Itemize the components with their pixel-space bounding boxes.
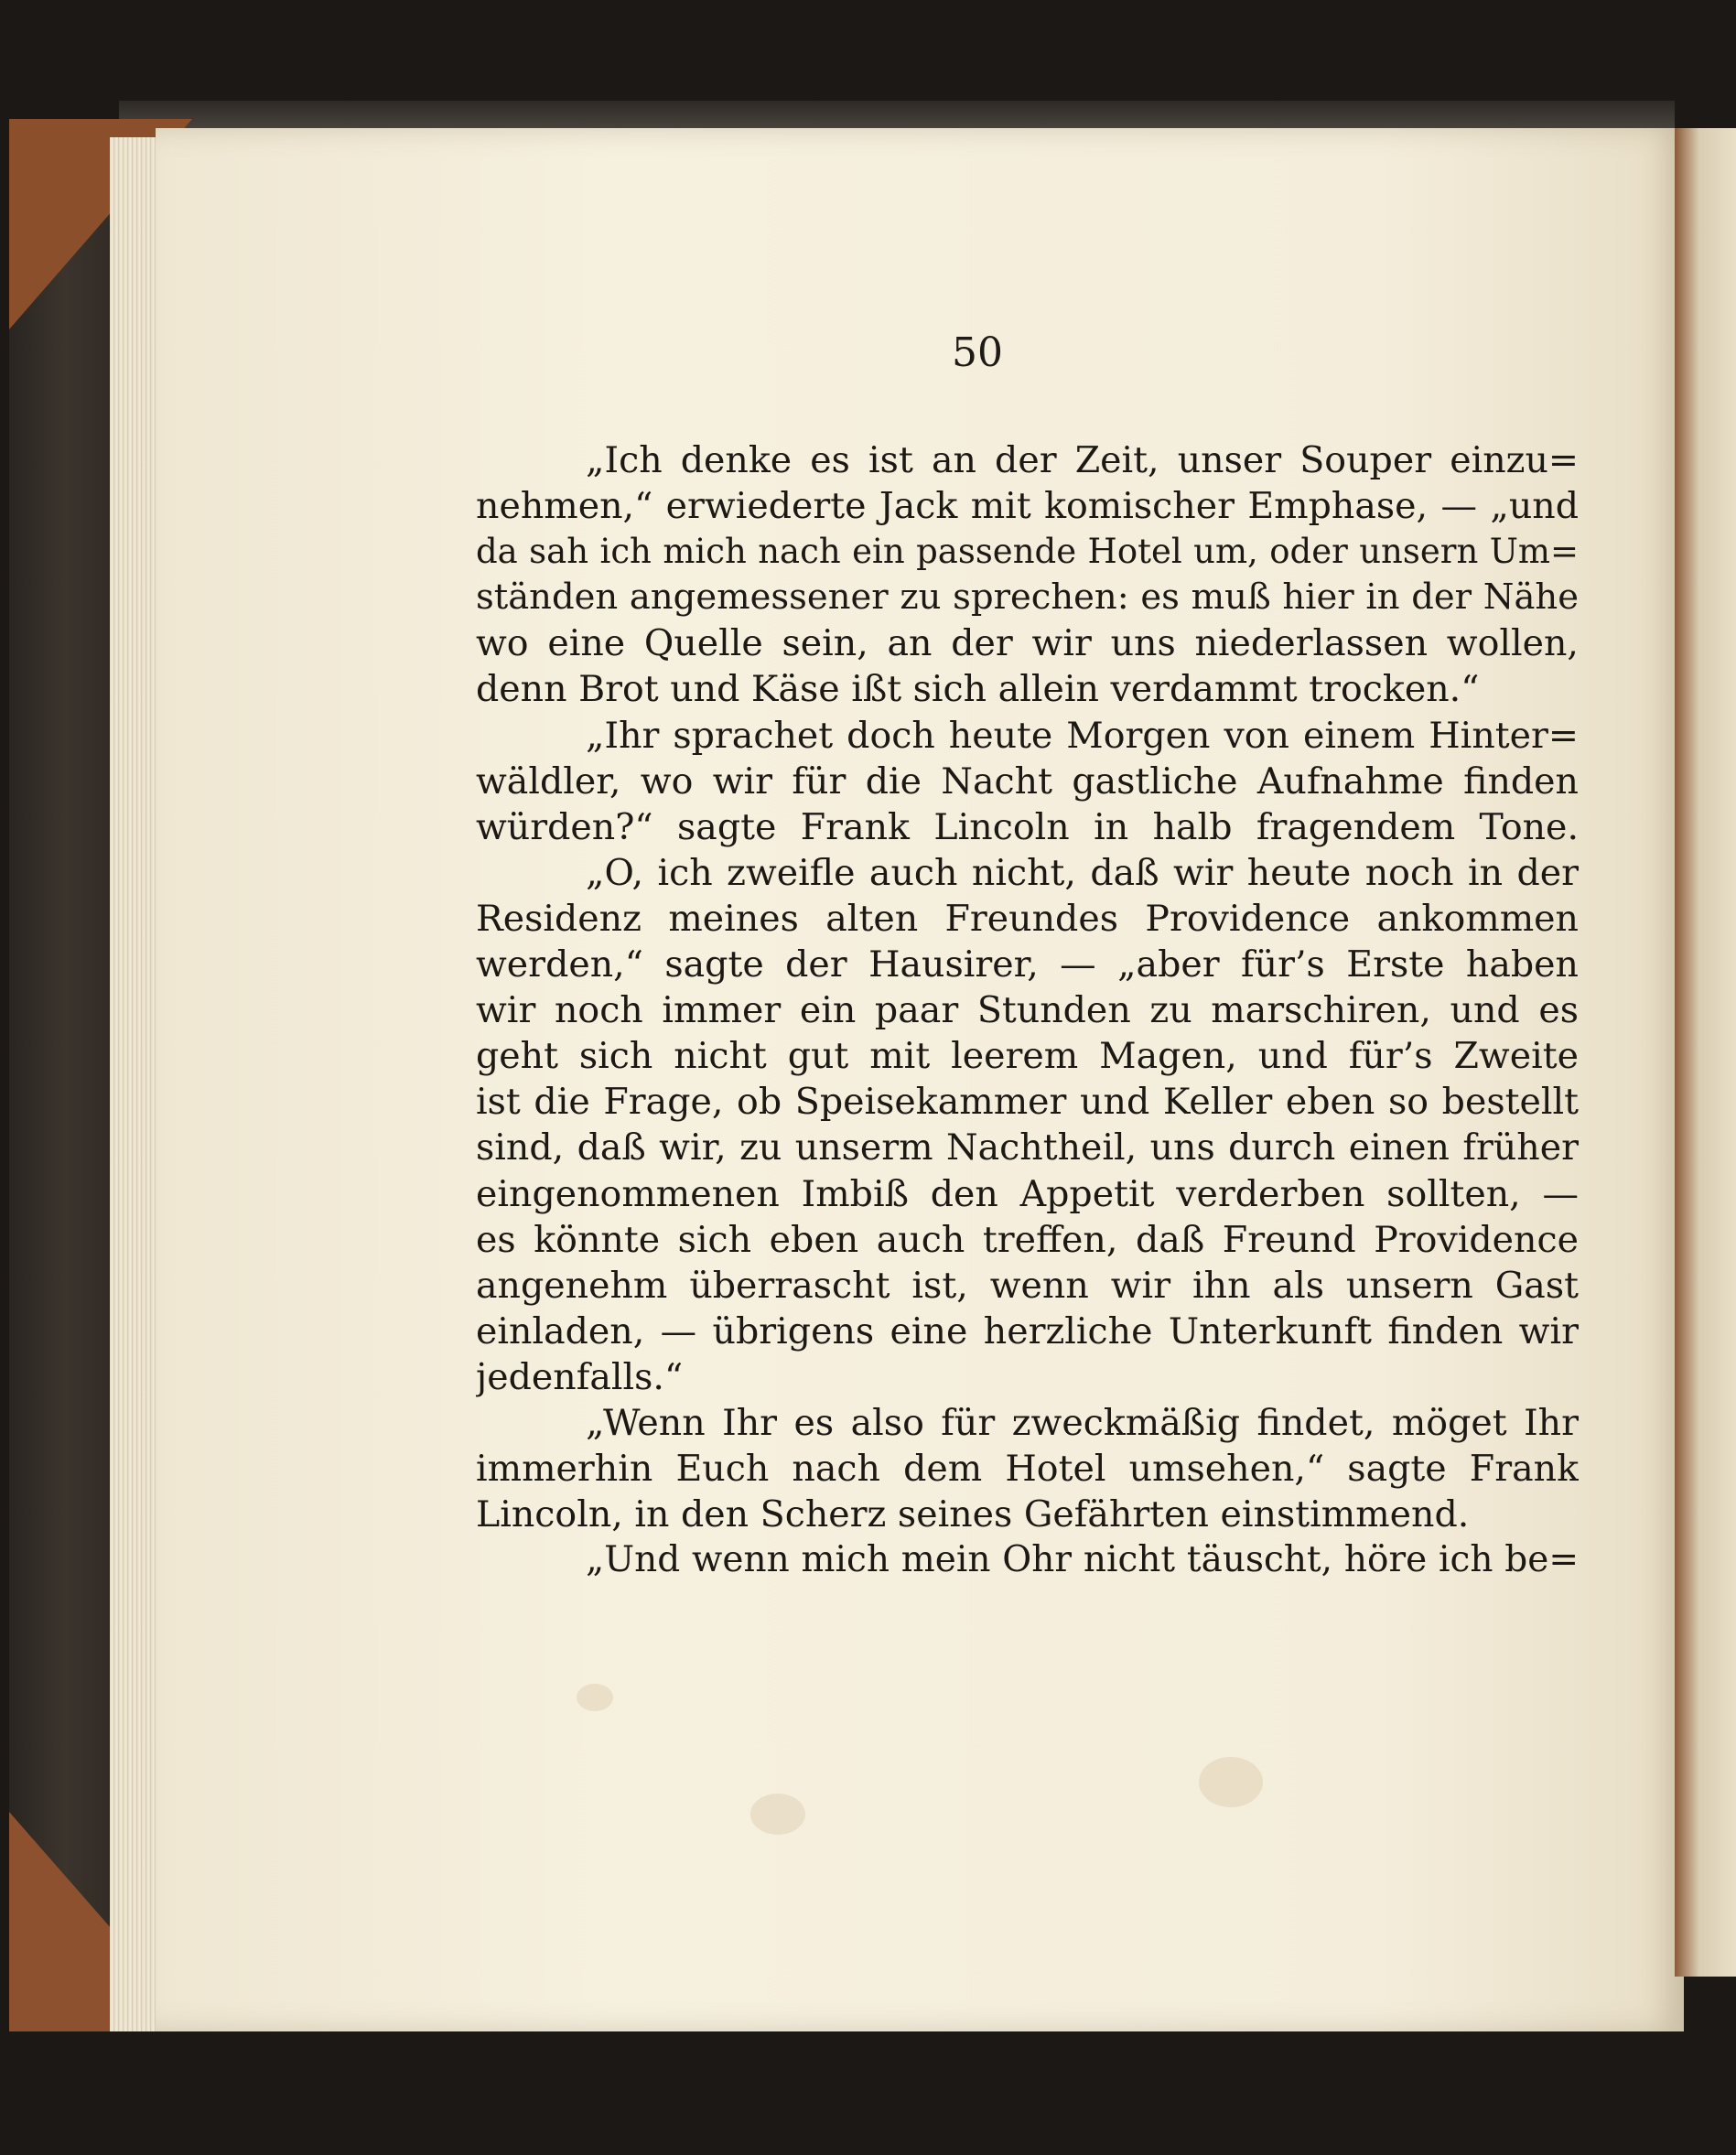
text-line: „Ich denke es ist an der Zeit, unser Souper einzu= [586,439,1579,481]
text-line: wir noch immer ein paar Stunden zu marschiren, und es [476,989,1579,1032]
foxing-stain [750,1794,805,1835]
text-line: wäldler, wo wir für die Nacht gastliche Aufnahme finden [476,760,1579,803]
facing-page-edge [1675,128,1736,1977]
text-line: eingenommenen Imbiß den Appetit verderben sollten, — [476,1172,1579,1215]
text-line: nehmen,“ erwiederte Jack mit komischer Emphase, — „und [476,485,1579,528]
text-line: sind, daß wir, zu unserm Nachtheil, uns durch einen früher [476,1126,1579,1169]
text-line: „Ihr sprachet doch heute Morgen von einem Hinter= [586,714,1579,757]
text-line: immerhin Euch nach dem Hotel umsehen,“ sagte Frank [476,1448,1579,1491]
text-line: wo eine Quelle sein, an der wir uns niederlassen wollen, [476,622,1579,665]
text-line: da sah ich mich nach ein passende Hotel um, oder unsern Um= [476,532,1579,572]
text-line: Lincoln, in den Scherz seines Gefährten einstimmend. [476,1493,1470,1536]
text-line: „Wenn Ihr es also für zweckmäßig findet, möget Ihr [586,1401,1579,1444]
text-line: ständen angemessener zu sprechen: es muß hier in der Nähe [476,576,1579,619]
text-line: jedenfalls.“ [476,1355,684,1398]
text-line: einladen, — übrigens eine herzliche Unterkunft finden wir [476,1309,1579,1352]
page-body-text [476,437,1579,1583]
text-line: Residenz meines alten Freundes Providence ankommen [476,897,1579,940]
text-line: „Und wenn mich mein Ohr nicht täuscht, höre ich be= [586,1539,1579,1581]
text-line: würden?“ sagte Frank Lincoln in halb fragendem Tone. [476,805,1579,848]
text-line: angenehm überrascht ist, wenn wir ihn als unsern Gast [476,1264,1579,1307]
text-line: geht sich nicht gut mit leerem Magen, und für’s Zweite [476,1035,1579,1078]
text-line: denn Brot und Käse ißt sich allein verdammt trocken.“ [476,668,1480,711]
text-line: ist die Frage, ob Speisekammer und Keller eben so bestellt [476,1081,1579,1124]
foxing-stain [577,1684,613,1711]
text-line: „O, ich zweifle auch nicht, daß wir heute noch in der [586,851,1579,894]
page-number: 50 [952,329,1003,376]
foxing-stain [1199,1757,1263,1807]
text-line: es könnte sich eben auch treffen, daß Freund Providence [476,1218,1579,1261]
text-line: werden,“ sagte der Hausirer, — „aber für’s Erste haben [476,943,1579,986]
